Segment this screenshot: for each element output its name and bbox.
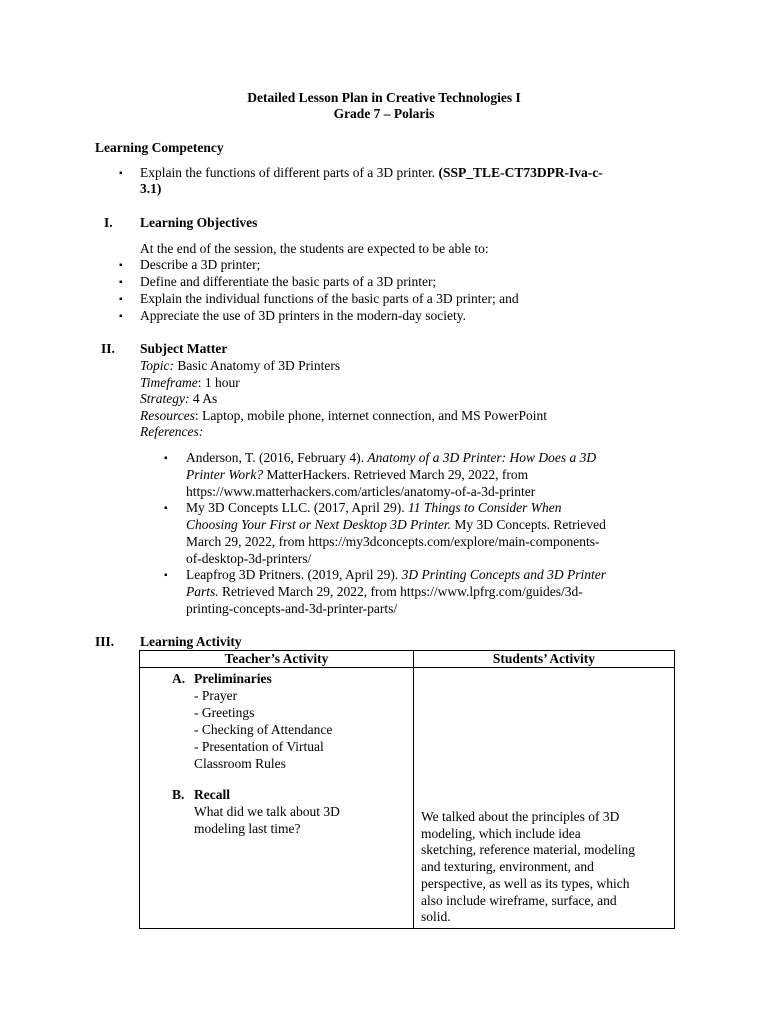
section-title-activity: Learning Activity xyxy=(140,634,242,649)
objective-item: Define and differentiate the basic parts of a 3D printer; xyxy=(140,274,437,289)
objectives-intro: At the end of the session, the students are expected to be able to: xyxy=(140,241,489,256)
objective-item: Explain the individual functions of the basic parts of a 3D printer; and xyxy=(140,291,519,306)
step-label-a: A. xyxy=(172,671,186,686)
table-row xyxy=(140,668,675,929)
strategy-label: Strategy: xyxy=(140,391,190,406)
bullet-icon: ▪ xyxy=(119,294,123,305)
reference-text: MatterHackers. Retrieved March 29, 2022, from xyxy=(263,467,529,482)
recall-question: modeling last time? xyxy=(194,821,301,836)
resources-label: Resources xyxy=(140,408,195,423)
recall-question: What did we talk about 3D xyxy=(194,804,340,819)
reference-title: 3D Printing Concepts and 3D Printer xyxy=(401,567,606,582)
reference-text: printing-concepts-and-3d-printer-parts/ xyxy=(186,601,398,616)
preliminary-item: - Presentation of Virtual xyxy=(194,739,324,754)
strategy-value: 4 As xyxy=(189,391,218,406)
reference-text: My 3D Concepts LLC. (2017, April 29). xyxy=(186,500,408,515)
reference-text: Leapfrog 3D Pritners. (2019, April 29). xyxy=(186,567,402,582)
preliminary-item: Classroom Rules xyxy=(194,756,286,771)
section-number-objectives: I. xyxy=(104,215,113,230)
competency-code: (SSP_TLE-CT73DPR-Iva-c- xyxy=(438,165,603,180)
competency-code-cont: 3.1) xyxy=(140,181,162,196)
resources-value: : Laptop, mobile phone, internet connection, and MS PowerPoint xyxy=(194,408,548,423)
bullet-icon: ▪ xyxy=(164,503,168,514)
objective-item: Appreciate the use of 3D printers in the modern-day society. xyxy=(140,308,467,323)
bullet-icon: ▪ xyxy=(119,260,123,271)
reference-item xyxy=(186,499,676,567)
student-answer xyxy=(421,809,635,926)
reference-text: Retrieved March 29, 2022, from https://www.lpfrg.com/guides/3d- xyxy=(218,584,583,599)
bullet-icon: ▪ xyxy=(164,453,168,464)
answer-line: modeling, which include idea xyxy=(421,825,581,841)
bullet-icon: ▪ xyxy=(119,168,123,179)
reference-text: Anderson, T. (2016, February 4). xyxy=(186,450,368,465)
section-number-activity: III. xyxy=(95,634,115,649)
section-title-subject: Subject Matter xyxy=(140,341,228,356)
reference-text: My 3D Concepts. Retrieved xyxy=(451,517,606,532)
preliminary-item: - Checking of Attendance xyxy=(194,722,333,737)
preliminary-item: - Greetings xyxy=(194,705,255,720)
answer-line: also include wireframe, surface, and xyxy=(421,892,617,908)
step-title-preliminaries: Preliminaries xyxy=(194,671,272,686)
step-label-b: B. xyxy=(172,787,185,802)
reference-title: Printer Work? xyxy=(186,467,264,482)
column-header-teacher: Teacher’s Activity xyxy=(140,651,414,668)
competency-text xyxy=(140,164,603,181)
table-header-row xyxy=(140,651,675,668)
document-subtitle: Grade 7 – Polaris xyxy=(333,106,435,121)
students-activity-cell xyxy=(414,668,675,929)
section-title-objectives: Learning Objectives xyxy=(140,215,258,230)
answer-line: and texturing, environment, and xyxy=(421,859,594,875)
topic-value: Basic Anatomy of 3D Printers xyxy=(174,358,341,373)
reference-text: March 29, 2022, from https://my3dconcepts.com/explore/main-components- xyxy=(186,534,600,549)
teacher-activity-cell xyxy=(140,668,414,929)
timeframe-label: Timeframe xyxy=(140,375,198,390)
subject-timeframe xyxy=(140,374,240,391)
reference-url: https://www.matterhackers.com/articles/anatomy-of-a-3d-printer xyxy=(186,484,536,499)
answer-line: We talked about the principles of 3D xyxy=(421,809,620,824)
column-header-students: Students’ Activity xyxy=(414,651,675,668)
timeframe-value: : 1 hour xyxy=(197,375,240,390)
bullet-icon: ▪ xyxy=(119,311,123,322)
objective-item: Describe a 3D printer; xyxy=(140,257,261,272)
document-title: Detailed Lesson Plan in Creative Technologies I xyxy=(247,90,521,105)
subject-resources xyxy=(140,407,547,424)
reference-item xyxy=(186,449,676,500)
bullet-icon: ▪ xyxy=(119,277,123,288)
answer-line: sketching, reference material, modeling xyxy=(421,842,636,858)
subject-strategy xyxy=(140,390,217,407)
competency-heading: Learning Competency xyxy=(95,140,224,155)
subject-topic xyxy=(140,357,340,374)
preliminary-item: - Prayer xyxy=(194,688,238,703)
reference-title: 11 Things to Consider When xyxy=(408,500,562,515)
topic-label: Topic: xyxy=(140,358,175,373)
competency-statement: Explain the functions of different parts of a 3D printer. xyxy=(140,165,436,180)
reference-title: Parts. xyxy=(186,584,219,599)
activity-table xyxy=(139,650,675,929)
answer-line: perspective, as well as its types, which xyxy=(421,875,630,891)
reference-item xyxy=(186,566,676,617)
bullet-icon: ▪ xyxy=(164,570,168,581)
reference-title: Anatomy of a 3D Printer: How Does a 3D xyxy=(367,450,597,465)
reference-text: of-desktop-3d-printers/ xyxy=(186,551,312,566)
answer-line: solid. xyxy=(421,909,451,925)
section-number-subject: II. xyxy=(101,341,115,356)
references-label: References: xyxy=(140,424,204,439)
step-title-recall: Recall xyxy=(194,787,230,802)
reference-title: Choosing Your First or Next Desktop 3D Printer. xyxy=(186,517,452,532)
